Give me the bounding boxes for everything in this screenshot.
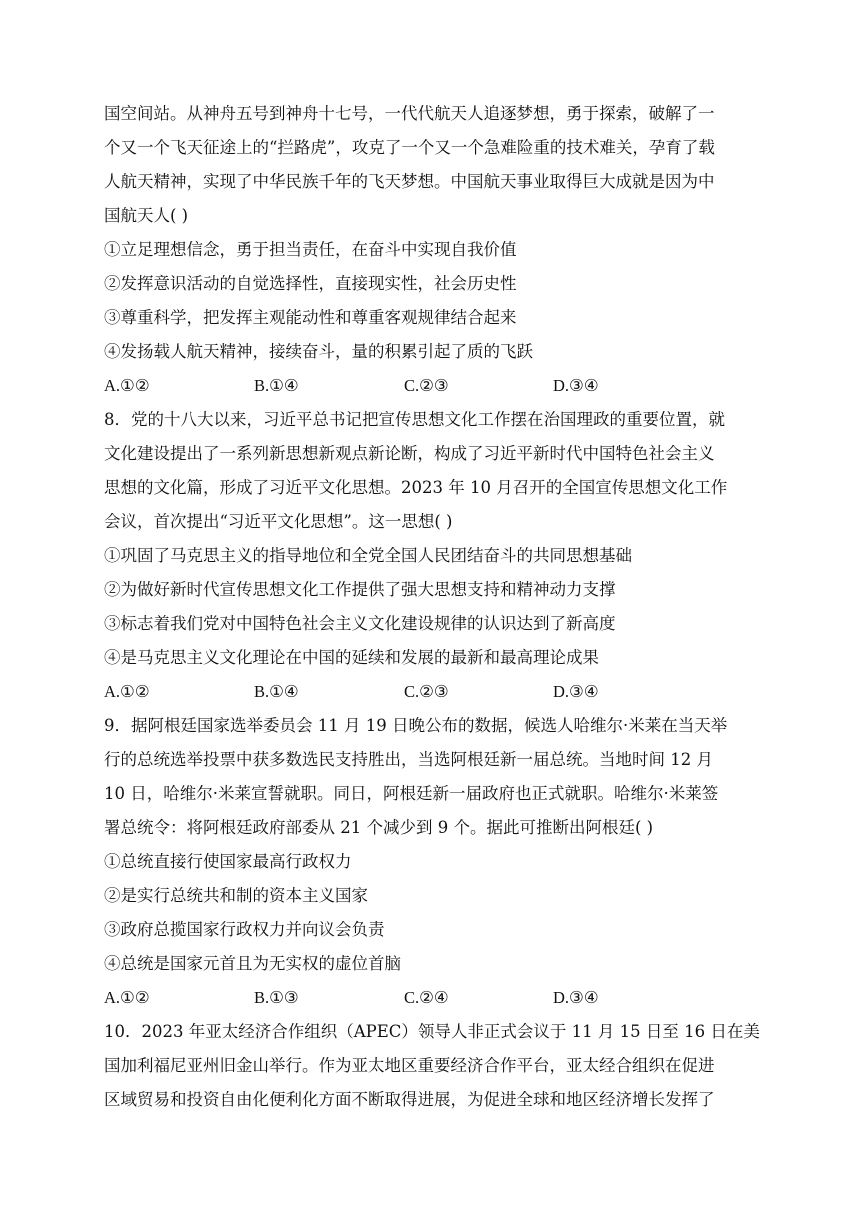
q9-option-d: D.③④ (553, 988, 599, 1007)
q8-item-3: ③标志着我们党对中国特色社会主义文化建设规律的认识达到了新高度 (104, 614, 616, 633)
q8-stem-line-4: 会议，首次提出“习近平文化思想”。这一思想( ) (104, 512, 453, 531)
q7-item-4: ④发扬载人航天精神，接续奋斗，量的积累引起了质的飞跃 (104, 342, 533, 361)
q9-stem-line-4: 署总统令：将阿根廷政府部委从 21 个减少到 9 个。据此可推断出阿根廷( ) (104, 818, 654, 837)
q7-option-b: B.①④ (254, 376, 299, 395)
q9-option-b: B.①③ (254, 988, 299, 1007)
q7-option-c: C.②③ (404, 376, 449, 395)
q8-stem-line-1: 8．党的十八大以来，习近平总书记把宣传思想文化工作摆在治国理政的重要位置，就 (104, 410, 725, 429)
q8-option-b: B.①④ (254, 682, 299, 701)
q9-item-1: ①总统直接行使国家最高行政权力 (104, 852, 352, 871)
q7-stem-line-3: 人航天精神，实现了中华民族千年的飞天梦想。中国航天事业取得巨大成就是因为中 (104, 172, 715, 191)
q7-item-2: ②发挥意识活动的自觉选择性，直接现实性，社会历史性 (104, 274, 517, 293)
q10-stem-line-1: 10．2023 年亚太经济合作组织（APEC）领导人非正式会议于 11 月 15 日至 16 日在美 (104, 1022, 760, 1041)
q9-options (104, 988, 754, 1008)
q10-stem-line-2: 国加利福尼亚州旧金山举行。作为亚太地区重要经济合作平台，亚太经合组织在促进 (104, 1056, 715, 1075)
q9-stem-line-2: 行的总统选举投票中获多数选民支持胜出，当选阿根廷新一届总统。当地时间 12 月 (104, 750, 713, 769)
q10-stem-line-3: 区域贸易和投资自由化便利化方面不断取得进展，为促进全球和地区经济增长发挥了 (104, 1090, 715, 1109)
q8-stem-line-2: 文化建设提出了一系列新思想新观点新论断，构成了习近平新时代中国特色社会主义 (104, 444, 715, 463)
q8-option-a: A.①② (104, 682, 150, 701)
q8-stem-line-3: 思想的文化篇，形成了习近平文化思想。2023 年 10 月召开的全国宣传思想文化工作 (104, 478, 728, 497)
q9-stem-line-3: 10 日，哈维尔·米莱宣誓就职。同日，阿根廷新一届政府也正式就职。哈维尔·米莱签 (104, 784, 719, 803)
q7-option-d: D.③④ (553, 376, 599, 395)
q8-option-d: D.③④ (553, 682, 599, 701)
q7-stem-line-1: 国空间站。从神舟五号到神舟十七号，一代代航天人追逐梦想，勇于探索，破解了一 (104, 104, 715, 123)
q7-option-a: A.①② (104, 376, 150, 395)
q8-option-c: C.②③ (404, 682, 449, 701)
q8-item-2: ②为做好新时代宣传思想文化工作提供了强大思想支持和精神动力支撑 (104, 580, 616, 599)
q9-item-2: ②是实行总统共和制的资本主义国家 (104, 886, 368, 905)
q7-item-1: ①立足理想信念，勇于担当责任，在奋斗中实现自我价值 (104, 240, 517, 259)
q9-item-3: ③政府总揽国家行政权力并向议会负责 (104, 920, 385, 939)
q9-option-c: C.②④ (404, 988, 449, 1007)
q8-item-1: ①巩固了马克思主义的指导地位和全党全国人民团结奋斗的共同思想基础 (104, 546, 632, 565)
q7-item-3: ③尊重科学，把发挥主观能动性和尊重客观规律结合起来 (104, 308, 517, 327)
q9-option-a: A.①② (104, 988, 150, 1007)
q7-stem-line-2: 个又一个飞天征途上的“拦路虎”，攻克了一个又一个急难险重的技术难关，孕育了载 (104, 138, 715, 157)
q7-options (104, 376, 754, 396)
q9-item-4: ④总统是国家元首且为无实权的虚位首脑 (104, 954, 401, 973)
q8-options (104, 682, 754, 702)
q9-stem-line-1: 9．据阿根廷国家选举委员会 11 月 19 日晚公布的数据，候选人哈维尔·米莱在当天举 (104, 716, 728, 735)
q7-stem-line-4: 国航天人( ) (104, 206, 189, 225)
q8-item-4: ④是马克思主义文化理论在中国的延续和发展的最新和最高理论成果 (104, 648, 599, 667)
